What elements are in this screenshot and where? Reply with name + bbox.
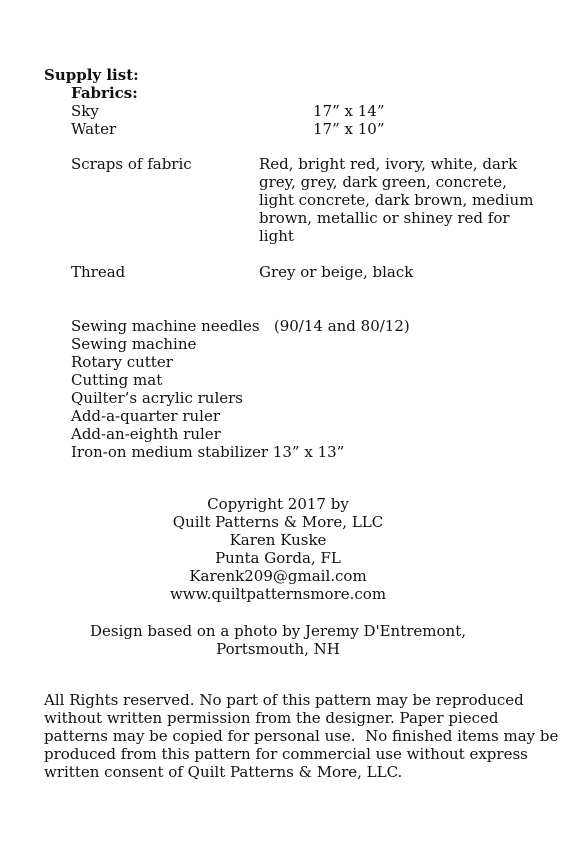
fabric-size-water: 17” x 10”	[313, 120, 385, 138]
scraps-color-line: light	[259, 227, 294, 245]
tool-item: Rotary cutter	[71, 353, 173, 371]
rights-line: without written permission from the designer. Paper pieced	[44, 709, 499, 727]
website: www.quiltpatternsmore.com	[169, 585, 387, 603]
tool-item: Quilter’s acrylic rulers	[71, 389, 243, 407]
tools-list	[71, 317, 410, 461]
thread-value: Grey or beige, black	[259, 263, 414, 281]
design-credit-location: Portsmouth, NH	[216, 640, 340, 658]
scraps-color-line: Red, bright red, ivory, white, dark	[259, 155, 518, 173]
fabric-name-sky: Sky	[71, 102, 99, 120]
design-credit	[0, 622, 556, 658]
scraps-color-line: grey, grey, dark green, concrete,	[259, 173, 507, 191]
email: Karenk209@gmail.com	[189, 567, 367, 585]
scraps-color-line: brown, metallic or shiney red for	[259, 209, 510, 227]
copyright-block	[0, 495, 556, 603]
scraps-label: Scraps of fabric	[71, 155, 192, 173]
tool-item: Add-a-quarter ruler	[71, 407, 221, 425]
supply-list-heading: Supply list:	[44, 66, 139, 84]
company-name: Quilt Patterns & More, LLC	[172, 513, 384, 531]
tool-item: Sewing machine needles (90/14 and 80/12)	[71, 317, 410, 335]
fabrics-heading: Fabrics:	[71, 84, 138, 102]
copyright-line: Copyright 2017 by	[207, 495, 349, 513]
rights-line: patterns may be copied for personal use. No finished items may be	[44, 727, 559, 745]
tool-item: Add-an-eighth ruler	[71, 425, 221, 443]
scraps-colors	[259, 155, 533, 245]
tool-item: Iron-on medium stabilizer 13” x 13”	[71, 443, 345, 461]
fabric-size-sky: 17” x 14”	[313, 102, 385, 120]
thread-label: Thread	[71, 263, 126, 281]
tool-item: Sewing machine	[71, 335, 197, 353]
rights-line: All Rights reserved. No part of this pattern may be reproduced	[44, 691, 524, 709]
fabric-name-water: Water	[71, 120, 117, 138]
tool-item: Cutting mat	[71, 371, 163, 389]
location: Punta Gorda, FL	[215, 549, 341, 567]
author-name: Karen Kuske	[229, 531, 327, 549]
design-credit-line: Design based on a photo by Jeremy D'Entremont,	[89, 622, 466, 640]
rights-notice	[44, 691, 558, 781]
scraps-color-line: light concrete, dark brown, medium	[259, 191, 534, 209]
rights-line: written consent of Quilt Patterns & More, LLC.	[44, 763, 403, 781]
rights-line: produced from this pattern for commercial use without express	[44, 745, 528, 763]
